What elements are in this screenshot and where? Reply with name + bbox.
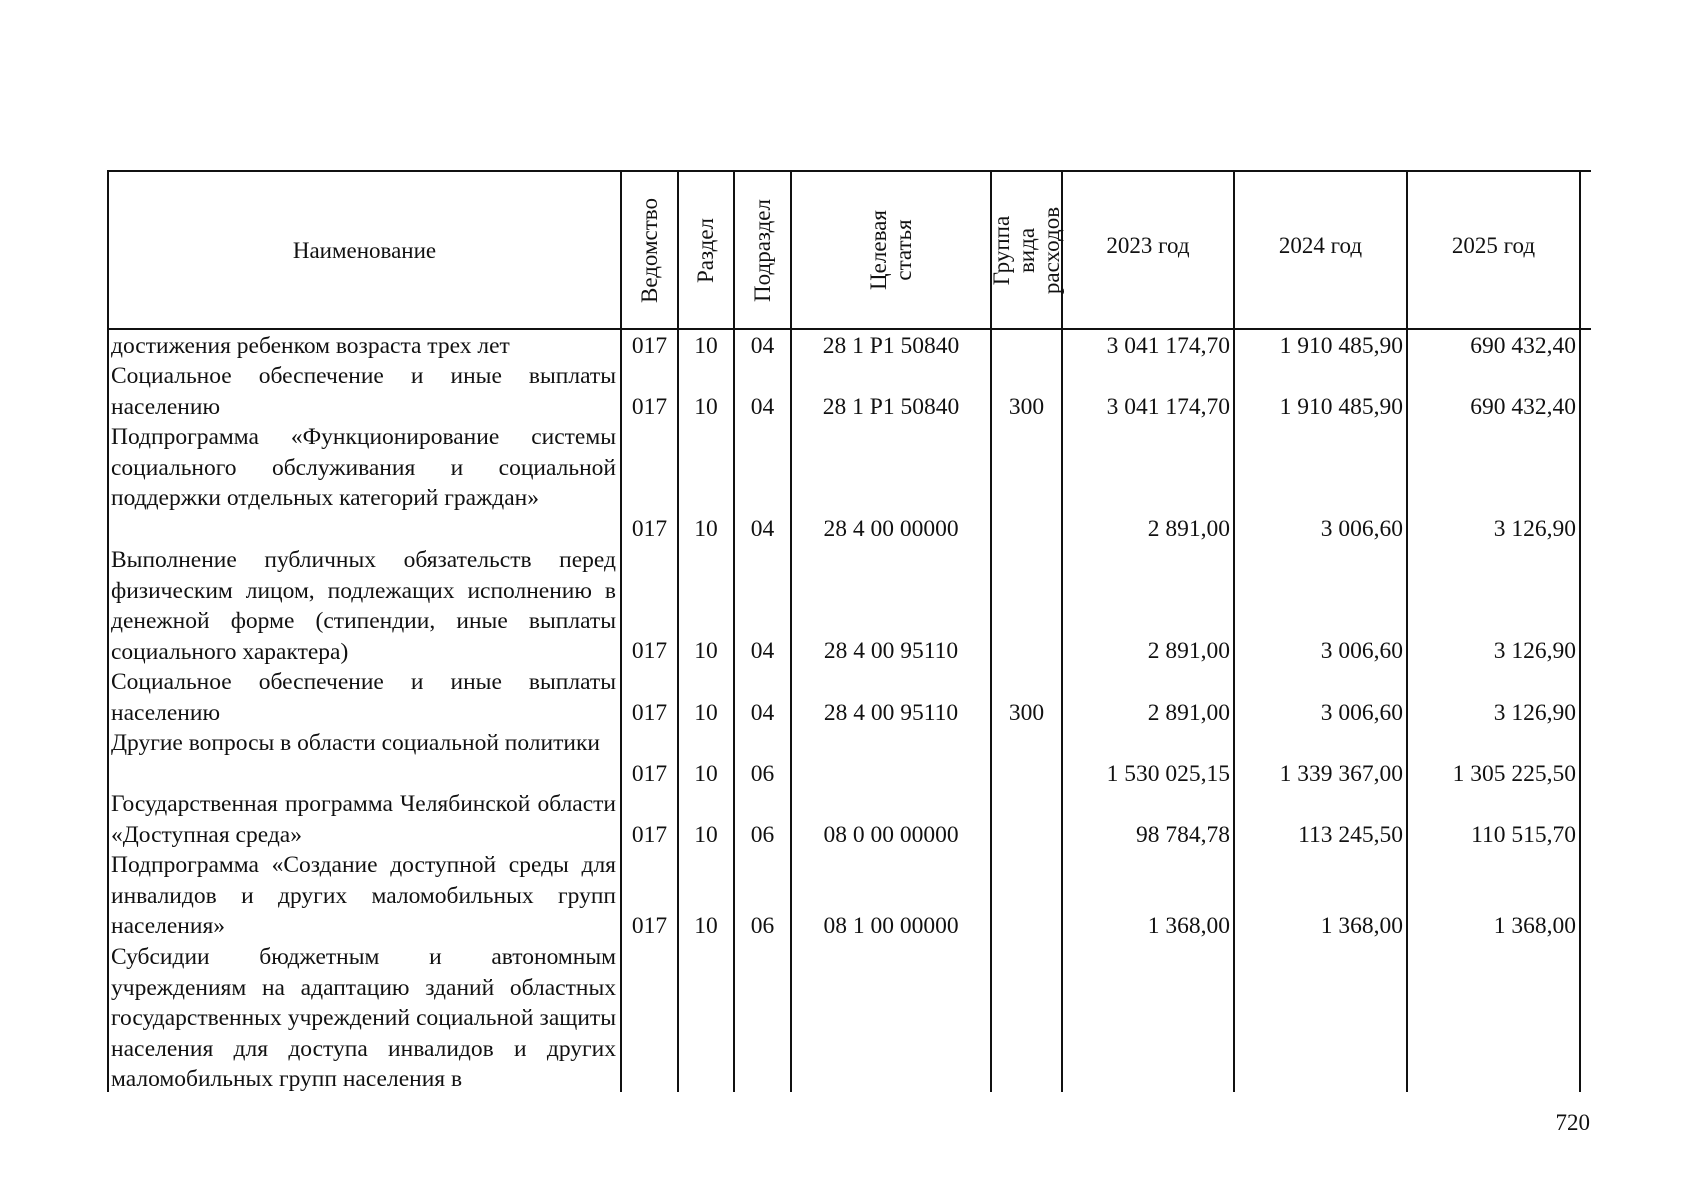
cell-razdel: 10 [694,822,718,848]
cell-razdel: 10 [694,638,718,664]
cell-name: Другие вопросы в области социальной политики [111,730,600,756]
cell-2023: 2 891,00 [1147,638,1230,664]
cell-celevaya: 28 1 Р1 50840 [822,333,960,359]
cell-name: Социальное обеспечение и иные выплаты населению [111,363,616,420]
header-2024: 2024 год [1278,232,1363,258]
cell-razdel: 10 [694,761,718,787]
header-podrazdel [735,172,790,328]
cell-name: достижения ребенком возраста трех лет [111,333,510,359]
cell-celevaya: 08 0 00 00000 [823,822,959,848]
cell-2025: 690 432,40 [1470,333,1576,359]
header-vedomstvo [622,172,677,328]
cell-2023: 3 041 174,70 [1106,394,1230,420]
header-vedomstvo-text: Ведомство [637,197,662,303]
cell-name: Подпрограмма «Создание доступной среды для инвалидов и других маломобильных групп населения» [111,852,616,940]
cell-podrazdel: 04 [750,516,775,542]
header-podrazdel-text: Подраздел [750,198,776,302]
cell-vedomstvo: 017 [631,761,668,787]
cell-2023: 1 368,00 [1147,913,1230,939]
header-razdel [679,172,733,328]
cell-vedomstvo: 017 [631,700,668,726]
cell-2024: 3 006,60 [1320,700,1403,726]
cell-gruppa: 300 [1008,700,1045,726]
cell-vedomstvo: 017 [631,822,668,848]
cell-name: Социальное обеспечение и иные выплаты населению [111,669,616,726]
cell-podrazdel: 04 [750,394,775,420]
cell-razdel: 10 [694,333,718,359]
cell-2024: 1 339 367,00 [1279,761,1403,787]
header-celevaya-text: Целевая статья [866,210,916,290]
cell-2023: 2 891,00 [1147,516,1230,542]
cell-name: Государственная программа Челябинской области «Доступная среда» [111,791,616,848]
header-gruppa-text: Группа вида расходов [989,206,1065,294]
cell-name: Выполнение публичных обязательств перед физическим лицом, подлежащих исполнению в денежной форме (стипендии, иные выплаты социального характера) [111,547,616,665]
cell-celevaya: 28 4 00 00000 [823,516,959,542]
cell-2024: 3 006,60 [1320,516,1403,542]
cell-2024: 1 910 485,90 [1279,333,1403,359]
cell-vedomstvo: 017 [631,333,668,359]
header-gruppa [989,172,1065,328]
cell-2023: 3 041 174,70 [1106,333,1230,359]
cell-podrazdel: 04 [750,638,775,664]
header-razdel-text: Раздел [693,217,719,283]
cell-2025: 110 515,70 [1471,822,1576,848]
cell-razdel: 10 [694,913,718,939]
cell-podrazdel: 04 [750,700,775,726]
cell-celevaya: 08 1 00 00000 [823,913,959,939]
cell-2025: 3 126,90 [1493,700,1576,726]
header-bottom-border [107,328,1591,330]
cell-2024: 1 368,00 [1320,913,1403,939]
cell-2025: 3 126,90 [1493,638,1576,664]
cell-podrazdel: 06 [750,761,775,787]
cell-name: Подпрограмма «Функционирование системы социального обслуживания и социальной поддержки отдельных категорий граждан» [111,424,616,512]
cell-vedomstvo: 017 [631,638,668,664]
cell-2023: 1 530 025,15 [1106,761,1230,787]
cell-celevaya: 28 4 00 95110 [823,700,959,726]
cell-2023: 2 891,00 [1147,700,1230,726]
cell-2025: 3 126,90 [1493,516,1576,542]
cell-podrazdel: 06 [750,822,775,848]
cell-razdel: 10 [694,700,718,726]
cell-podrazdel: 06 [750,913,775,939]
cell-vedomstvo: 017 [631,913,668,939]
cell-vedomstvo: 017 [631,516,668,542]
cell-2025: 1 368,00 [1493,913,1576,939]
cell-vedomstvo: 017 [631,394,668,420]
cell-celevaya: 28 1 Р1 50840 [822,394,960,420]
cell-razdel: 10 [694,394,718,420]
cell-2024: 3 006,60 [1320,638,1403,664]
cell-2025: 1 305 225,50 [1452,761,1576,787]
cell-2024: 1 910 485,90 [1279,394,1403,420]
cell-name: Субсидии бюджетным и автономным учреждениям на адаптацию зданий областных государственных учреждений социальной защиты населения для доступа инвалидов и других маломобильных групп населения в [111,944,616,1093]
header-2025: 2025 год [1451,232,1536,258]
cell-2025: 690 432,40 [1470,394,1576,420]
cell-razdel: 10 [694,516,718,542]
header-2023: 2023 год [1106,232,1190,258]
cell-celevaya: 28 4 00 95110 [823,638,959,664]
cell-2024: 113 245,50 [1298,822,1403,848]
cell-2023: 98 784,78 [1136,822,1230,848]
header-celevaya [792,172,990,328]
cell-gruppa: 300 [1008,394,1045,420]
cell-podrazdel: 04 [750,333,775,359]
column-divider [1579,170,1581,1092]
page-number: 720 [1555,1110,1590,1135]
header-name: Наименование [292,237,437,263]
